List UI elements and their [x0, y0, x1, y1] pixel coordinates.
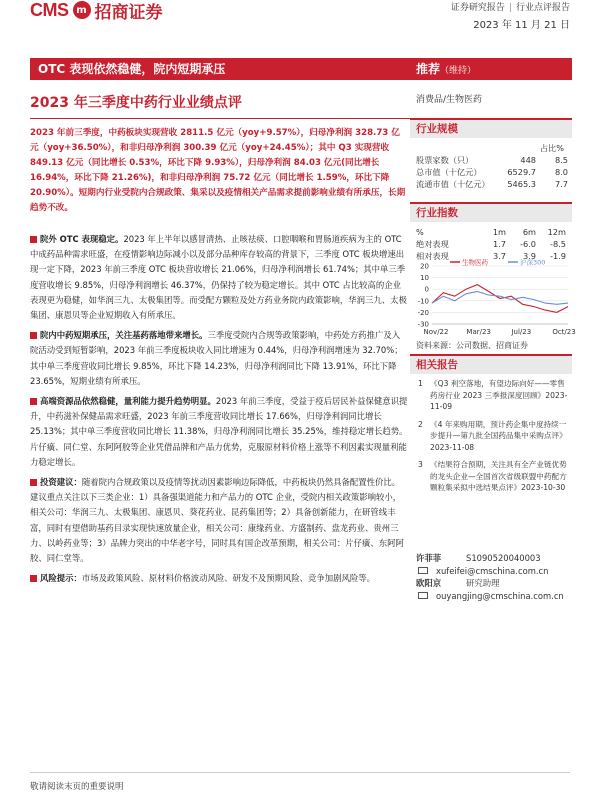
index-col-header: 6m [522, 227, 536, 237]
scale-row-label: 股票家数（只） [416, 155, 474, 165]
y-tick-label: 0 [424, 285, 429, 294]
analyst-block [410, 552, 572, 602]
index-col-header: 12m [547, 227, 566, 237]
title-divider [30, 118, 410, 119]
index-row-label: 相对表现 [416, 251, 449, 261]
bullet-body: 市场及政策风险、原材料价格波动风险、研发不及预期风险、竞争加剧风险等。 [81, 573, 375, 584]
y-tick-label: 20 [420, 262, 429, 271]
legend-label: 生物医药 [462, 258, 488, 267]
logo-text-en: CMS [30, 0, 69, 20]
report-index: 2 [418, 419, 423, 429]
index-chart-svg [410, 258, 576, 338]
bullet-square-icon [30, 575, 37, 582]
index-col-header: % [416, 227, 424, 237]
rating-note: （维持） [440, 66, 477, 76]
scale-unit-label: 占比% [539, 143, 564, 153]
rating-banner [410, 58, 572, 80]
company-logo [30, 0, 163, 23]
rating-label: 推荐 [416, 62, 441, 76]
index-value: -6.0 [520, 239, 536, 249]
legend-label: 沪深300 [520, 258, 546, 267]
index-col-header: 1m [492, 227, 506, 237]
footer-note: 敬请阅读末页的重要说明 [30, 782, 124, 792]
report-text: 《Q3 利空落地，有望边际向好——零售药房行业 2023 三季报深度回顾》2023-11-09 [430, 379, 568, 411]
bullet-square-icon [30, 332, 37, 339]
bullet-body: 2023 年上半年以感冒清热、止咳祛痰、口腔咽喉和胃肠道疾病为主的 OTC 中成药品种需求旺盛，在疫情影响边际减小以及部分品种库存较高的背景下，三季度 OTC 板块增速出现一定下降，2023 年前三季度 OTC 板块营收增长 21.06%，归母净利润增长 61.74%；其中单三季度营收增长 9.85%，归母净利润增长 46.37%，仍保持了较为稳定增长。其中 OTC 占比较高的企业表现更为稳健，如华润三九、太极集团等。而受配方颗粒及处方药业务院内政策影响，华润三九、太极集团、康恩贝等企业短期收入有所承压。 [30, 234, 407, 321]
y-tick-label: -20 [417, 308, 429, 317]
y-tick-label: -30 [417, 320, 429, 329]
report-index: 3 [418, 460, 423, 469]
x-tick-label: Mar/23 [466, 328, 491, 336]
x-tick-label: Nov/22 [423, 328, 449, 336]
bullet-heading: 院内中药短期承压，关注基药落地带来增长。 [40, 330, 208, 341]
bullet-heading: 风险提示： [40, 573, 82, 584]
report-subtype: 行业点评报告 [515, 3, 570, 13]
index-row-label: 绝对表现 [416, 239, 449, 249]
related-report-item[interactable] [418, 459, 572, 494]
report-text: 《4 年来购用期，预计药企集中度持续一步提升—第九批全国药品集中采购点评》2023-11-08 [430, 419, 567, 452]
series-line [432, 285, 568, 313]
industry-scale-section [410, 118, 572, 190]
index-value: 3.7 [492, 251, 506, 261]
report-index: 1 [418, 379, 423, 388]
bullet-item [30, 571, 408, 586]
report-date: 2023 年 11 月 21 日 [473, 20, 570, 31]
chart-source: 资料来源：公司数据、招商证券 [416, 341, 528, 350]
bullet-item [30, 475, 408, 566]
bullet-square-icon [30, 479, 37, 486]
analyst-email[interactable]: xufeifei@cmschina.com.cn [436, 565, 549, 576]
scale-row-value: 448 [520, 155, 536, 165]
bullet-square-icon [30, 236, 37, 243]
email-icon [418, 592, 428, 599]
bullet-square-icon [30, 398, 37, 405]
report-title: 2023 年三季度中药行业业绩点评 [30, 95, 242, 111]
industry-scale-heading: 行业规模 [410, 118, 572, 138]
analyst-id: S1090520040003 [466, 553, 541, 563]
industry-index-section [410, 202, 572, 262]
related-report-item[interactable] [418, 419, 572, 454]
bullet-item [30, 328, 408, 389]
x-tick-label: Oct/23 [552, 328, 576, 336]
bullet-body: 三季度受院内合规等政策影响，中药处方药推广及入院活动受到短暂影响，2023 年前三季度板块收入同比增速为 0.44%，归母净利润增速为 32.70%；其中单三季度营收同比增长 9.85%，环比下降 14.23%，归母净利润同比下降 13.91%，环比下降 23.65%，短期业绩有所承压。 [30, 330, 403, 386]
abstract-paragraph: 2023 年前三季度，中药板块实现营收 2811.5 亿元（yoy+9.57%），归母净利润 328.73 亿元（yoy+36.50%），和非归母净利润 300.39 亿元（yoy+24.45%）；其中 Q3 实现营收 849.13 亿元（同比增长 0.53%，环比下降 9.93%），归母净利润 84.03 亿元(同比增长 16.94%，环比下降 21.26%)，和非归母净利润 75.72 亿元（同比增长 1.59%，环比下降 20.90%）。短期内行业受院内合规政策、集采以及疫情相关产品需求提前影响业绩有所承压，长期趋势不改。 [30, 128, 406, 213]
analyst-name: 欧阳京 [416, 578, 442, 588]
bullet-heading: 高端资源品依然稳健，量利能力提升趋势明显。 [40, 396, 216, 407]
related-reports-section [410, 354, 572, 374]
analyst-email[interactable]: ouyangjing@cmschina.com.cn [436, 590, 564, 601]
bullet-item [30, 232, 408, 323]
y-tick-label: 10 [420, 274, 429, 283]
report-type: 证券研究报告 [450, 3, 505, 13]
logo-icon: m [73, 1, 91, 19]
bullet-list [30, 232, 408, 591]
index-value: -8.5 [550, 239, 566, 249]
related-reports-heading: 相关报告 [410, 354, 572, 374]
x-tick-label: Jul/23 [511, 328, 532, 336]
analyst-role: 研究助理 [466, 578, 500, 588]
email-icon [418, 567, 428, 574]
scale-row-label: 流通市值（十亿元） [416, 179, 490, 189]
scale-row-pct: 8.0 [554, 167, 568, 177]
bullet-body: 2023 年前三季度，受益于疫后居民补益保健意识提升，中药滋补保健品需求旺盛，2023 年前三季度营收同比增长 17.66%，归母净利润同比增长 25.13%；其中单三季度营收同比增长 11.38%，归母净利润同比增长 35.25%，维持稳定增长趋势。片仔癀、同仁堂、东阿阿胶等企业凭借品牌和产品力优势，克服原材料价格上涨等不利因素实现量利能力稳定增长。 [30, 396, 408, 467]
bullet-item [30, 394, 408, 470]
y-tick-label: -10 [417, 297, 429, 306]
scale-row-value: 6529.7 [507, 167, 536, 177]
scale-row-pct: 8.5 [554, 155, 568, 165]
scale-row-value: 5465.3 [507, 179, 536, 189]
bullet-body: 随着院内合规政策以及疫情等扰动因素影响边际降低，中药板块仍然具备配置性价比。建议重点关注以下三类企业：1）具备强渠道能力和产品力的 OTC 企业，受院内相关政策影响较小，相关公司：华润三九、太极集团、康恩贝、葵花药业、昆药集团等；2）具备创新能力，在研管线丰富，同时有望借助基药目录实现快速放量企业，相关公司：康缘药业、方盛制药、盘龙药业、贵州三力、以岭药业等；3）品牌力突出的中华老字号，同时具有国企改革预期，相关公司：片仔癀、东阿阿胶、同仁堂等。 [30, 477, 404, 564]
index-chart [410, 258, 576, 338]
industry-index-heading: 行业指数 [410, 202, 572, 222]
related-reports-list [410, 378, 572, 500]
report-meta: 证券研究报告 | 行业点评报告 2023 年 11 月 21 日 [450, 3, 570, 31]
page-header [0, 0, 600, 31]
analyst-name: 许菲菲 [416, 553, 442, 563]
scale-row-label: 总市值（十亿元） [416, 167, 482, 177]
bullet-heading: 院外 OTC 表现稳定。 [40, 234, 124, 244]
scale-row-pct: 7.7 [554, 179, 568, 189]
headline-banner: OTC 表现依然稳健，院内短期承压 [30, 58, 410, 80]
bullet-heading: 投资建议： [40, 477, 82, 488]
index-value: 3.9 [522, 251, 536, 261]
report-text: 《结果符合预期，关注具有全产业链优势的龙头企业—全国首次省级联盟中药配方颗粒集采拟中选结果点评》2023-10-30 [430, 460, 567, 492]
related-report-item[interactable] [418, 378, 572, 413]
logo-text-cn: 招商证券 [94, 2, 163, 23]
index-value: -1.9 [550, 251, 566, 261]
index-value: 1.7 [492, 239, 506, 249]
sector-label: 消费品/生物医药 [416, 95, 483, 105]
footer-divider [30, 772, 570, 773]
